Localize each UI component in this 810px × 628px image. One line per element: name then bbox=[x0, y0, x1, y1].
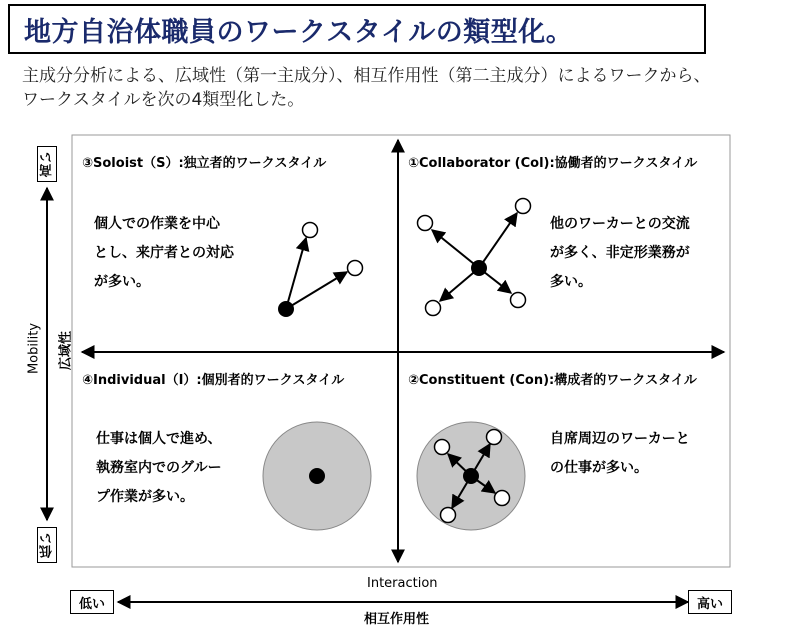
page-title: 地方自治体職員のワークスタイルの類型化。 bbox=[24, 16, 574, 48]
mobility-low-label bbox=[37, 527, 57, 563]
constituent-description bbox=[550, 425, 690, 483]
collaborator-title: ①Collaborator (Col):協働者的ワークスタイル bbox=[408, 156, 698, 171]
individual-description bbox=[96, 425, 222, 512]
soloist-line-3: が多い。 bbox=[94, 274, 150, 290]
interaction-high-text: 高い bbox=[696, 596, 723, 612]
collaborator-line-2: が多く、非定形業務が bbox=[550, 245, 690, 261]
interaction-high-label bbox=[688, 590, 732, 614]
constituent-icon bbox=[417, 422, 525, 530]
constituent-line-1: 自席周辺のワーカーと bbox=[550, 431, 690, 447]
individual-line-2: 執務室内でのグルー bbox=[96, 460, 222, 476]
collaborator-line-1: 他のワーカーとの交流 bbox=[550, 216, 690, 232]
collaborator-icon bbox=[418, 199, 531, 316]
individual-icon bbox=[263, 422, 371, 530]
interaction-axis-label-jp: 相互作用性 bbox=[364, 612, 430, 627]
interaction-axis-label-en: Interaction bbox=[367, 576, 438, 591]
subtitle-line-1: 主成分分析による、広域性（第一主成分）、相互作用性（第二主成分）によるワークから、 bbox=[22, 66, 711, 86]
individual-line-1: 仕事は個人で進め、 bbox=[96, 431, 222, 447]
collaborator-description bbox=[550, 210, 690, 297]
soloist-line-2: とし、来庁者との対応 bbox=[94, 245, 234, 261]
soloist-description bbox=[94, 210, 234, 297]
mobility-high-label bbox=[37, 146, 57, 182]
subtitle-line-2: ワークスタイルを次の4類型化した。 bbox=[22, 90, 305, 110]
soloist-title: ③Soloist（S）:独立者的ワークスタイル bbox=[82, 156, 327, 171]
mobility-axis-label-jp: 広域性 bbox=[58, 331, 74, 371]
constituent-title: ②Constituent (Con):構成者的ワークスタイル bbox=[408, 373, 697, 388]
mobility-axis-label-en: Mobility bbox=[26, 322, 42, 375]
soloist-line-1: 個人での作業を中心 bbox=[94, 216, 220, 232]
soloist-icon bbox=[278, 223, 363, 318]
mobility-high-text: 高い bbox=[39, 151, 55, 177]
constituent-line-2: の仕事が多い。 bbox=[550, 460, 648, 476]
mobility-low-text: 低い bbox=[39, 532, 55, 558]
individual-line-3: プ作業が多い。 bbox=[96, 489, 194, 505]
interaction-low-label bbox=[70, 590, 114, 614]
interaction-low-text: 低い bbox=[78, 596, 105, 612]
individual-title: ④Individual（I）:個別者的ワークスタイル bbox=[82, 373, 345, 388]
collaborator-line-3: 多い。 bbox=[550, 274, 592, 290]
